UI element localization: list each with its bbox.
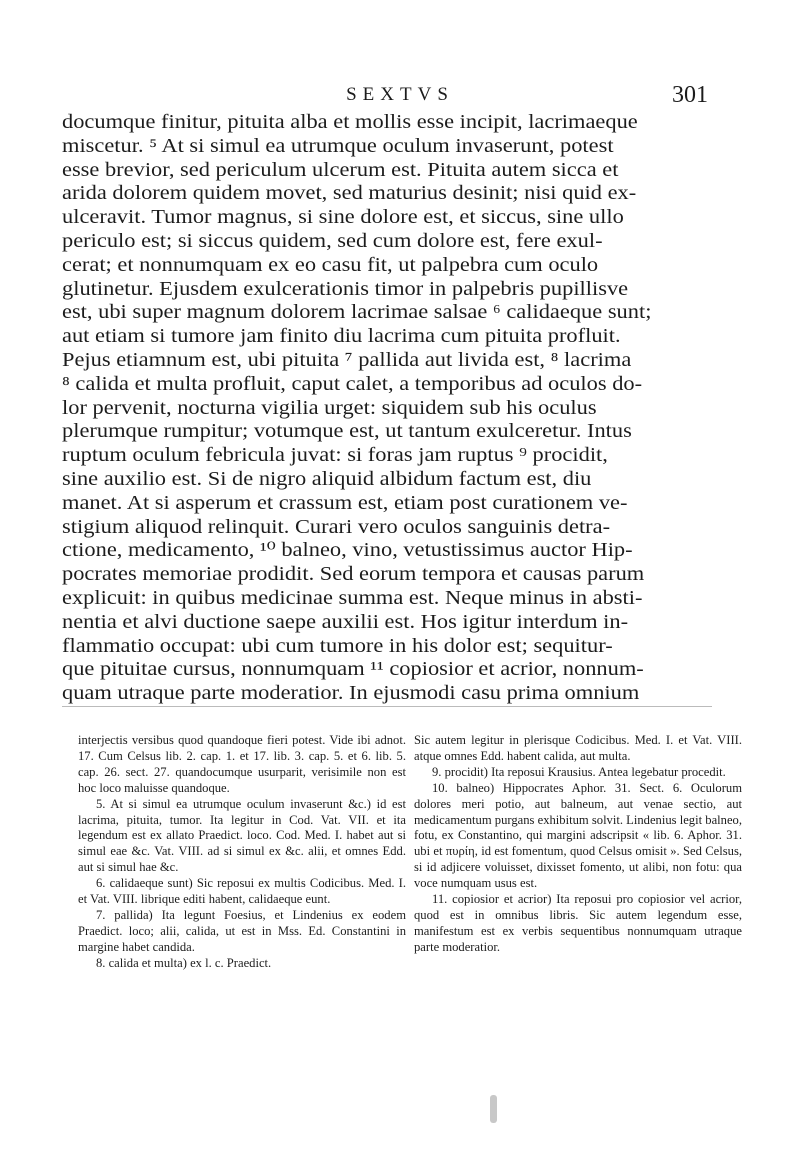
footnote: 10. balneo) Hippocrates Aphor. 31. Sect. 6. Oculorum dolores meri potio, aut balneum, aut venae sectio, aut medicamentum purgans exhibitum solvit. Lindenius legit balneo, fotu, ex Constantino, qui margini adscripsit « lib. 6. Aphor. 31. ubi et πυρίη, id est fomentum, quod Celsus omisit ». Sed Celsus, si id adjicere voluisset, dixisset fomento, ut alibi, non fotu: qua voce numquam usus est.	[414, 780, 742, 891]
running-title: SEXTVS	[346, 84, 454, 105]
text-line: plerumque rumpitur; votumque est, ut tantum exulceretur. Intus	[62, 421, 632, 443]
text-line: que pituitae cursus, nonnumquam ¹¹ copiosior et acrior, nonnum-	[62, 659, 644, 681]
footnote: Sic autem legitur in plerisque Codicibus. Med. I. et Vat. VIII. atque omnes Edd. habent calida, aut multa.	[414, 733, 742, 763]
text-line: quam utraque parte moderatior. In ejusmodi casu prima omnium	[62, 683, 640, 705]
text-line: explicuit: in quibus medicinae summa est. Neque minus in absti-	[62, 587, 643, 609]
text-line: est, ubi super magnum dolorem lacrimae salsae ⁶ calidaeque sunt;	[62, 302, 652, 324]
paper-mark	[490, 1095, 497, 1123]
text-line: documque finitur, pituita alba et mollis esse incipit, lacrimaeque	[62, 112, 638, 133]
footnote-separator	[62, 706, 712, 707]
footnote: 8. calida et multa) ex l. c. Praedict.	[96, 955, 272, 970]
text-line: cerat; et nonnumquam ex eo casu fit, ut palpebra cum oculo	[62, 254, 599, 276]
text-line: ulceravit. Tumor magnus, si sine dolore est, et siccus, sine ullo	[62, 207, 624, 229]
footnote: 11. copiosior et acrior) Ita reposui pro copiosior vel acrior, quod est in omnibus libris. Sic autem legendum esse, manifestum est ex verbis sequentibus nonnumquam utraque parte moderatior.	[414, 892, 742, 954]
text-line: manet. At si asperum et crassum est, etiam post curationem ve-	[62, 492, 628, 514]
page-number: 301	[672, 82, 708, 108]
footnote: 9. procidit) Ita reposui Krausius. Antea legebatur procedit.	[432, 764, 726, 779]
text-line: aut etiam si tumore jam finito diu lacrima cum pituita profluit.	[62, 326, 621, 348]
running-head	[0, 82, 800, 112]
text-line: sine auxilio est. Si de nigro aliquid albidum factum est, diu	[62, 468, 592, 490]
main-text	[62, 111, 712, 706]
footnotes-right-column	[414, 733, 742, 956]
text-line: ctione, medicamento, ¹⁰ balneo, vino, vetustissimus auctor Hip-	[62, 540, 633, 562]
text-line: miscetur. ⁵ At si simul ea utrumque oculum invaserunt, potest	[62, 135, 614, 157]
footnote: 6. calidaeque sunt) Sic reposui ex multis Codicibus. Med. I. et Vat. VIII. librique editi habent, calidaeque eunt.	[78, 876, 406, 907]
text-line: periculo est; si siccus quidem, sed cum dolore est, fere exul-	[62, 230, 603, 252]
text-line: ⁸ calida et multa profluit, caput calet, a temporibus ad oculos do-	[62, 373, 643, 395]
text-line: nentia et alvi ductione saepe auxilii est. Hos igitur interdum in-	[62, 611, 629, 633]
text-line: arida dolorem quidem movet, sed maturius desinit; nisi quid ex-	[62, 183, 637, 205]
text-line: lor pervenit, nocturna vigilia urget: siquidem sub his oculus	[62, 397, 597, 419]
text-line: flammatio occupat: ubi cum tumore in his dolor est; sequitur-	[62, 635, 613, 657]
text-line: esse brevior, sed periculum ulcerum est. Pituita autem sicca et	[62, 159, 619, 181]
text-line: stigium aliquod relinquit. Curari vero oculos sanguinis detra-	[62, 516, 611, 538]
text-line: glutinetur. Ejusdem exulcerationis timor in palpebris pupillisve	[62, 278, 629, 300]
footnote: 7. pallida) Ita legunt Foesius, et Lindenius ex eodem Praedict. loco; alii, calida, ut est in Mss. Ed. Constantini in margine habet candida.	[78, 907, 406, 954]
text-line: pocrates memoriae prodidit. Sed eorum tempora et causas parum	[62, 564, 645, 586]
text-line: ruptum oculum febricula juvat: si foras jam ruptus ⁹ procidit,	[62, 445, 608, 467]
text-line: Pejus etiamnum est, ubi pituita ⁷ pallida aut livida est, ⁸ lacrima	[62, 349, 632, 371]
footnote: 5. At si simul ea utrumque oculum invaserunt &c.) id est lacrima, pituita, tumor. Ita legitur in Cod. Vat. VII. et ita legendum est ex allato Praedict. loco. Cod. Med. I. habet aut si simul eae &c. Vat. VIII. ad si simul ex &c. alii, et omnes Edd. aut si simul hae &c.	[78, 796, 406, 875]
footnote: interjectis versibus quod quandoque fieri potest. Vide ibi adnot. 17. Cum Celsus lib. 2. cap. 1. et 17. lib. 3. cap. 5. et 6. lib. 5. cap. 26. sect. 27. quandocumque usurparit, verisimile non est hoc loco maluisse quandoque.	[78, 733, 406, 795]
footnotes-left-column	[78, 733, 406, 972]
